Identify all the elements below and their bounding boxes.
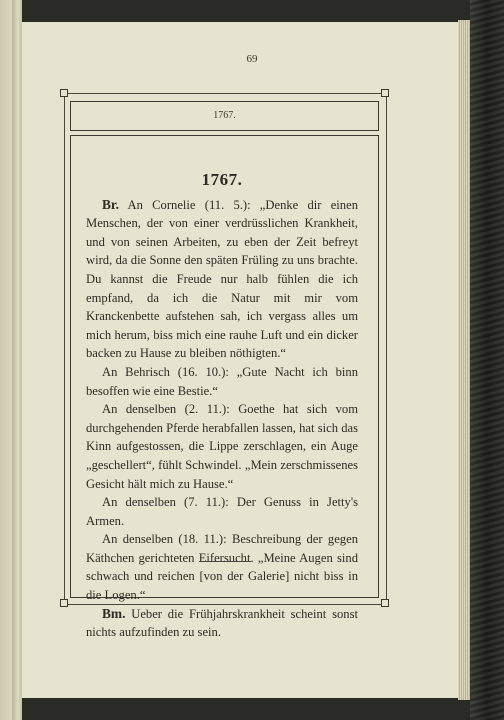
paragraph-lead: Br.: [102, 196, 119, 212]
paragraph-text: An denselben (18. 11.): Beschreibung der gegen Käthchen gerichteten Eifersucht. „Meine Augen sind schwach und reichen [von der Galerie] nicht biss in die Logen.“: [86, 532, 358, 603]
paragraph: [86, 363, 358, 400]
page-number: 69: [246, 53, 258, 65]
paragraph-lead: Bm.: [102, 605, 126, 621]
frame-corner-top-right: [381, 89, 389, 97]
paragraph-text: An denselben (7. 11.): Der Genuss in Jetty's Armen.: [86, 495, 358, 528]
paragraph: [86, 493, 358, 530]
frame-corner-bottom-right: [381, 599, 389, 607]
running-header: 1767.: [213, 110, 236, 121]
page-stack-edge: [458, 20, 470, 700]
closing-rule: [199, 561, 251, 562]
book-cover: [470, 0, 504, 720]
paragraph-text: An Cornelie (11. 5.): „Denke dir einen Menschen, der von einer verdrüsslichen Krankheit, und von seinen Arbeiten, zu eben der Zeit befreyt wird, da die Sonne den späten Früling zu uns brachte. Du kannst die Freude nur halb fühlen die ich empfand, da ich die Natur mit mir vom Kranckenbette aufstehen sah, ich vergass alles um mich herum, biss mich eine rauhe Luft und ein dicker backen zu Hause zu bleiben nöthigten.“: [86, 197, 358, 361]
paragraph-text: Ueber die Frühjahrskrankheit scheint sonst nichts aufzufinden zu sein.: [86, 606, 358, 640]
paragraph-text: An denselben (2. 11.): Goethe hat sich vom durchgehenden Pferde herabfallen lassen, hat sich das Kinn aufgestossen, die Lippe zerschlagen, ein Auge „geschellert“, fühlt Schwindel. „Mein zerschmissenes Gesicht hält mich zu Hause.“: [86, 402, 358, 491]
paragraph: [86, 605, 358, 642]
section-title: 1767.: [201, 170, 243, 189]
text-body: [86, 163, 358, 642]
paragraph: [86, 530, 358, 604]
paragraph: [86, 400, 358, 493]
paragraph-text: An Behrisch (16. 10.): „Gute Nacht ich binn besoffen wie eine Bestie.“: [86, 364, 358, 398]
frame-corner-bottom-left: [60, 599, 68, 607]
paragraph: [86, 196, 358, 363]
frame-corner-top-left: [60, 89, 68, 97]
running-header-box: [70, 101, 379, 131]
book-spine: [12, 0, 22, 720]
